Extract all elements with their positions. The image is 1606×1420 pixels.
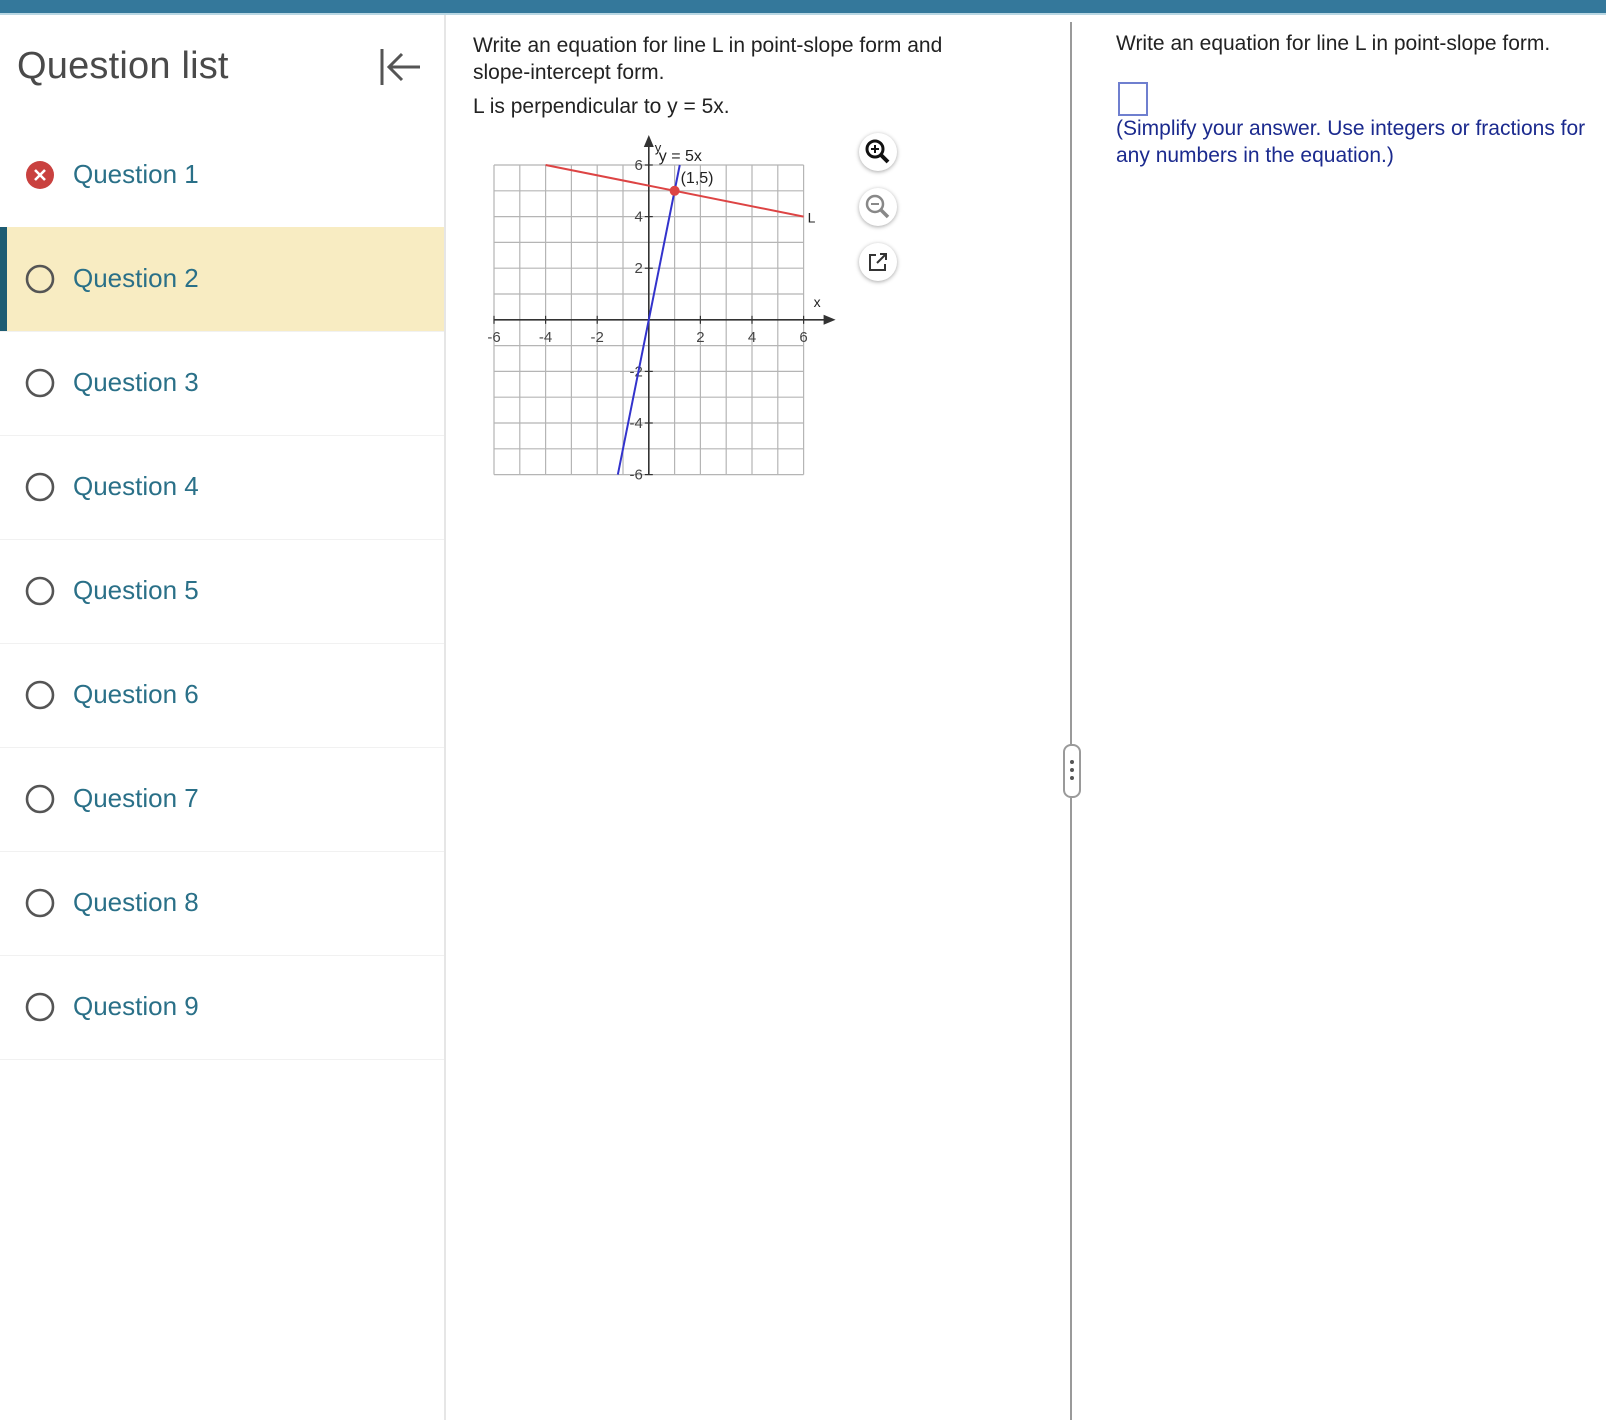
y-tick-label: 4 bbox=[634, 208, 643, 226]
y-tick-label: -6 bbox=[629, 466, 643, 484]
x-axis-label: x bbox=[813, 293, 821, 310]
unanswered-circle-icon bbox=[25, 784, 55, 814]
question-item-3[interactable] bbox=[0, 331, 444, 436]
x-tick-label: -4 bbox=[538, 328, 553, 346]
x-tick-label: -6 bbox=[487, 328, 501, 346]
question-prompt: Write an equation for line L in point-slope form and slope-intercept form. bbox=[473, 34, 943, 84]
collapse-sidebar-button[interactable] bbox=[378, 45, 428, 89]
y-tick-label: -4 bbox=[629, 415, 643, 432]
zoom-in-button[interactable] bbox=[859, 133, 897, 171]
unanswered-circle-icon bbox=[25, 576, 55, 606]
question-label: Question 7 bbox=[73, 783, 199, 813]
question-item-8[interactable] bbox=[0, 851, 444, 956]
unanswered-circle-icon bbox=[25, 992, 55, 1022]
question-item-9[interactable] bbox=[0, 955, 444, 1060]
line1-label: y = 5x bbox=[658, 148, 702, 165]
question-label: Question 5 bbox=[73, 575, 199, 605]
x-tick-label: 6 bbox=[799, 328, 808, 346]
answer-input[interactable] bbox=[1118, 82, 1148, 116]
x-tick-label: 2 bbox=[696, 328, 705, 346]
question-label: Question 9 bbox=[73, 991, 199, 1021]
pane-resize-handle[interactable] bbox=[1063, 744, 1081, 798]
zoom-out-icon bbox=[859, 188, 897, 226]
popout-button[interactable] bbox=[859, 243, 897, 281]
question-item-2[interactable] bbox=[0, 227, 444, 332]
y-tick-label: 6 bbox=[634, 157, 643, 174]
sidebar-title: Question list bbox=[17, 45, 229, 87]
zoom-out-button[interactable] bbox=[859, 188, 897, 226]
x-tick-label: 4 bbox=[747, 328, 757, 346]
question-item-1[interactable] bbox=[0, 123, 444, 228]
question-condition: L is perpendicular to y = 5x. bbox=[473, 95, 730, 118]
question-label: Question 4 bbox=[73, 471, 199, 501]
y-axis-label: y bbox=[654, 140, 662, 155]
x-tick-label: -2 bbox=[590, 328, 604, 346]
coordinate-graph bbox=[487, 137, 892, 507]
point-label: (1,5) bbox=[680, 169, 714, 187]
y-tick-label: -2 bbox=[629, 363, 643, 381]
question-item-6[interactable] bbox=[0, 643, 444, 748]
question-label: Question 3 bbox=[73, 367, 199, 397]
unanswered-circle-icon bbox=[25, 680, 55, 710]
unanswered-circle-icon bbox=[25, 368, 55, 398]
line2-label: L bbox=[807, 209, 816, 226]
answer-prompt: Write an equation for line L in point-slope form. bbox=[1116, 32, 1551, 55]
intersection-point bbox=[670, 186, 680, 196]
question-list-sidebar bbox=[0, 15, 446, 1420]
question-item-7[interactable] bbox=[0, 747, 444, 852]
unanswered-circle-icon bbox=[25, 472, 55, 502]
question-label: Question 2 bbox=[73, 263, 199, 293]
question-item-4[interactable] bbox=[0, 435, 444, 540]
question-label: Question 6 bbox=[73, 679, 199, 709]
collapse-left-icon bbox=[378, 45, 428, 89]
incorrect-x-icon bbox=[25, 160, 55, 190]
x-axis-arrow bbox=[824, 315, 836, 325]
unanswered-circle-icon bbox=[25, 888, 55, 918]
unanswered-circle-icon bbox=[25, 264, 55, 294]
question-item-5[interactable] bbox=[0, 539, 444, 644]
answer-hint: (Simplify your answer. Use integers or fractions for any numbers in the equation.) bbox=[1116, 117, 1586, 167]
question-pane bbox=[446, 15, 1069, 1420]
external-link-icon bbox=[859, 243, 897, 281]
top-bar bbox=[0, 0, 1606, 13]
pane-divider bbox=[1070, 22, 1072, 1420]
zoom-in-icon bbox=[859, 133, 897, 171]
y-tick-label: 2 bbox=[634, 260, 643, 278]
question-label: Question 8 bbox=[73, 887, 199, 917]
y-axis-arrow bbox=[644, 135, 654, 147]
question-label: Question 1 bbox=[73, 159, 199, 189]
